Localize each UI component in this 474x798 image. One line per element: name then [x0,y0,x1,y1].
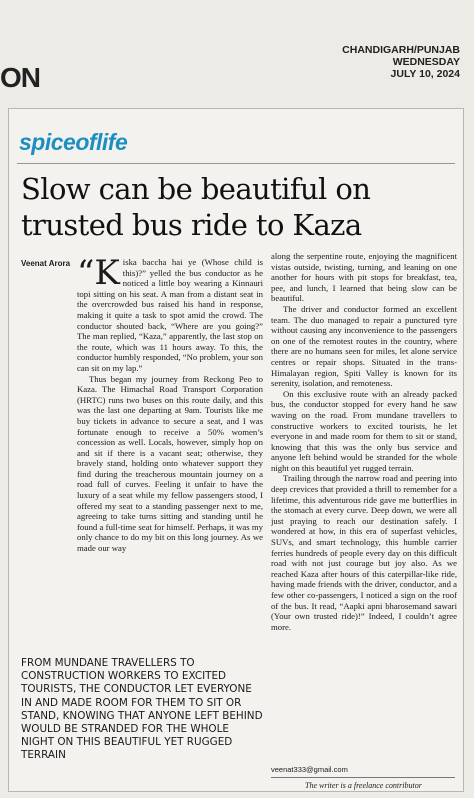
author-note: The writer is a freelance contributor [305,781,422,790]
article-column-2 [271,251,457,759]
paragraph: along the serpentine route, enjoying the magnificent vistas outside, twisting, turning, and leaning on one another for hours with pit stops for breakfast, tea, pee, and lunch, I learned that being slow can be beautiful. [271,251,457,304]
author-email[interactable]: veenat333@gmail.com [271,765,348,774]
footer-divider [271,777,455,778]
section-logo: spiceoflife [19,129,128,155]
dateline-date: JULY 10, 2024 [390,68,460,80]
pull-quote: FROM MUNDANE TRAVELLERS TO CONSTRUCTION WORKERS TO EXCITED TOURISTS, THE CONDUCTOR LET EVERYONE IN AND MADE ROOM FOR THEM TO SIT OR STAND, KNOWING THAT ANYONE LEFT BEHIND WOULD BE STRANDED FOR THE WHOLE NIGHT ON THIS BEAUTIFUL YET RUGGED TERRAIN [21,657,263,762]
dateline-day: WEDNESDAY [392,56,460,68]
masthead-section-fragment: ON [0,62,40,93]
paragraph: Thus began my journey from Reckong Peo to Kaza. The Himachal Road Transport Corporation (HRTC) runs two buses on this route daily, and this was the last one departing at 9am. Tourists like me buy tickets in advance to secure a seat, and I was fortunate enough to receive a 50% women’s concession as well. Locals, however, simply hop on and sit if there is a vacant seat; otherwise, they bravely stand, holding onto whatever support they find during the treacherous mountain journey on a road full of curves. Feeling it unfair to have the luxury of a seat while my fellow passengers stood, I offered my seat to a standing passenger next to me, agreeing to take turns sitting and standing until he found a full-time seat for himself. Perhaps, it was my only chance to do my bit on this long journey. As we made our way [77,373,263,554]
paragraph: The driver and conductor formed an excellent team. The duo managed to repair a punctured tyre without causing any inconvenience to the passengers on one of the remotest routes in the country, where there are no humans seen for miles, let alone service centres or repair shops. Situated in the trans-Himalayan region, Spiti Valley is known for its serenity, isolation, and remoteness. [271,303,457,389]
drop-cap: “K [77,257,120,293]
byline: Veenat Arora [21,259,71,268]
article-column-1 [77,257,263,655]
section-divider [17,163,455,164]
headline: Slow can be beautiful on trusted bus ride to Kaza [21,172,371,242]
paragraph: iska baccha hai ye (Whose child is this)?” yelled the bus conductor as he noticed a little boy wearing a Kinnauri topi sitting on his seat. A man from a distant seat in the overcrowded bus raised his hand in response, making it quite a task to spot amid the crowd. The conductor shouted back, “Where are you going?” The man replied, “Kaza,” apparently, the last stop on the route, which was 11 hours away. To this, the conductor humbly responded, “No problem, your son can sit on my lap.” [77,257,263,373]
dateline [342,44,460,80]
dateline-city: CHANDIGARH/PUNJAB [342,44,460,56]
paragraph: Trailing through the narrow road and peering into deep crevices that provided a thrill to remember for a lifetime, this adventurous ride gave me butterflies in the stomach at every curve. Deep down, we were all just praying to reach our destination safely. I wondered at how, in this era of superfast vehicles, SUVs, and smart technology, this humble carrier ferries hundreds of people every day on this difficult road with not just courage but joy also. As we reached Kaza after hours of this caterpillar-like ride, having made friends with the driver, conductor, and a few other co-passengers, I noticed a sign on the roof of the bus. It read, “Aapki apni bharosemand sawari (Your own trusted ride)!” Indeed, I couldn’t agree more. [271,473,457,632]
paragraph: On this exclusive route with an already packed bus, the conductor stopped for every hand he saw waving on the road. From mundane travellers to constructive workers to excited tourists, he let everyone in and made room for them to sit or stand, knowing that this was the only bus service and anyone left behind would be stranded for the whole night on this beautiful yet rugged terrain. [271,388,457,473]
article-clipping [8,108,464,792]
